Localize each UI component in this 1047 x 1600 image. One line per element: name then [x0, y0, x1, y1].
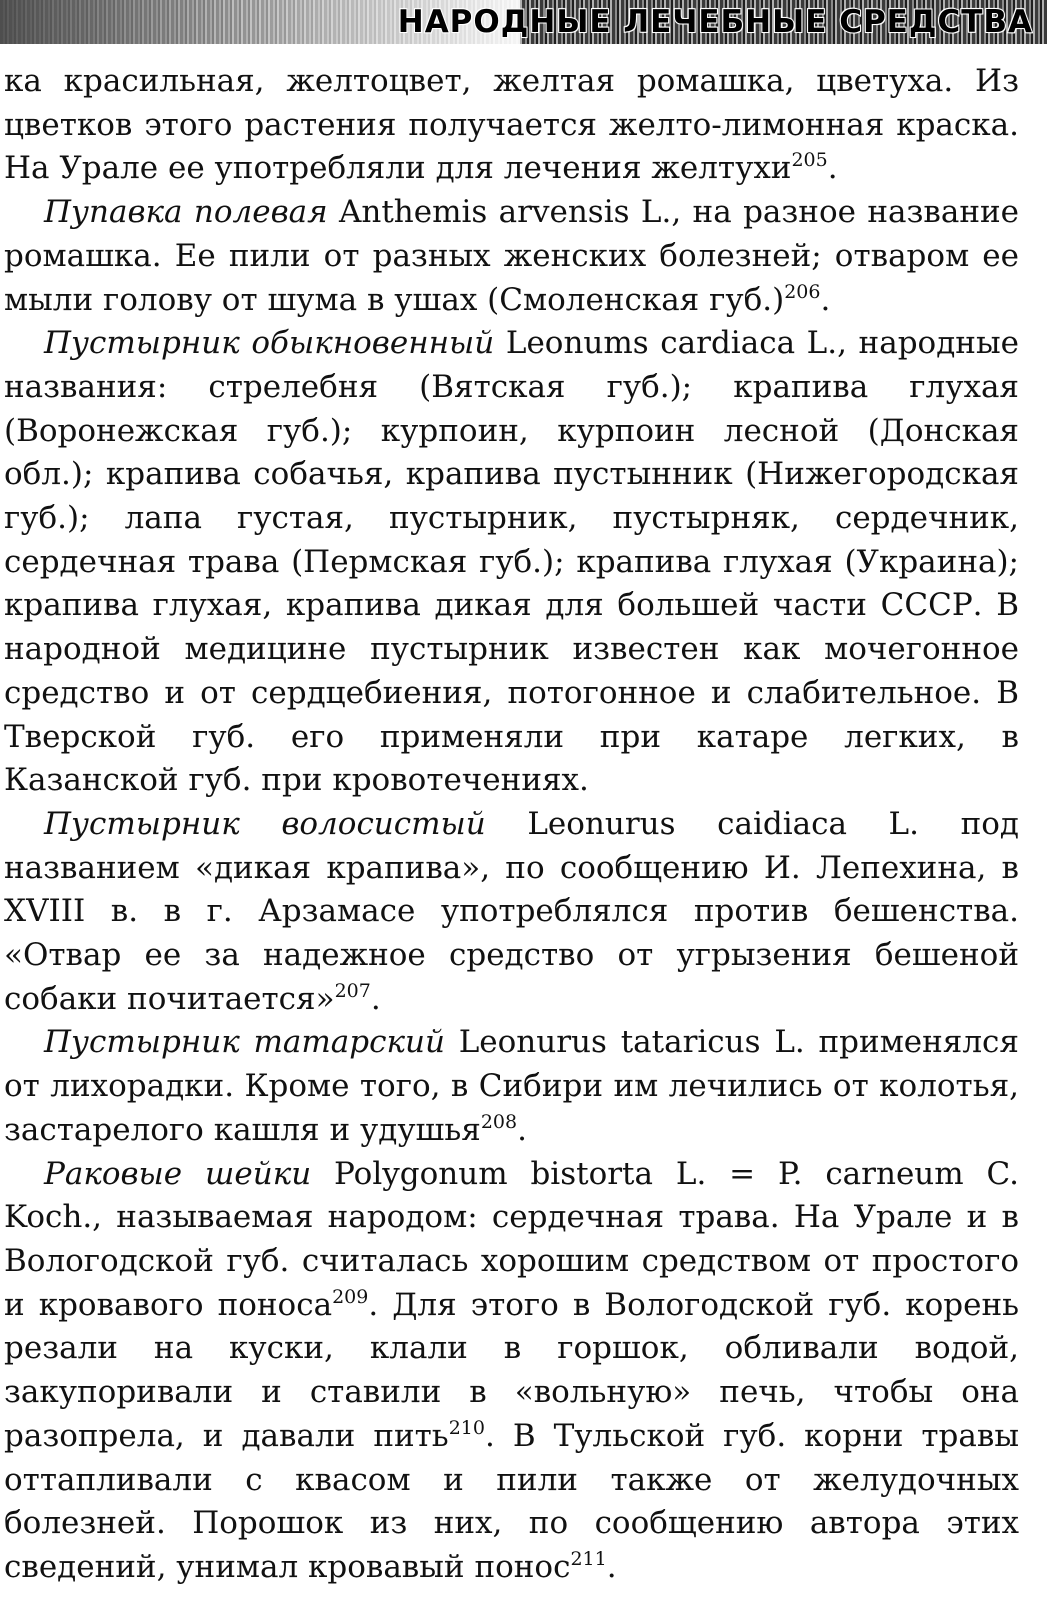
paragraph-rakovye-sheyki — [4, 1153, 1019, 1590]
paragraph-tail: . В Тульской губ. корни травы оттапливали с квасом и пили также от желудочных болезней. Порошок из них, по сообщению автора этих сведений, унимал кровавый понос — [4, 1417, 1019, 1585]
footnote-ref: 206 — [784, 280, 821, 303]
footnote-ref: 208 — [480, 1110, 518, 1133]
paragraph-continued — [4, 60, 1019, 191]
plant-name: Пупавка полевая — [44, 194, 328, 231]
paragraph-pustyrnik-obyknovenny — [4, 322, 1019, 803]
paragraph-pustyrnik-tatarsky — [4, 1021, 1019, 1152]
plant-name: Пустырник обыкновенный — [44, 325, 495, 362]
body-text — [4, 60, 1019, 1590]
paragraph-tail: . — [370, 980, 381, 1017]
running-header — [0, 0, 1047, 44]
paragraph-tail: . — [827, 150, 838, 187]
paragraph-text: ка красильная, желтоцвет, желтая ромашка, цветуха. Из цветков этого растения получается желто-лимонная краска. На Урале ее употребляли для лечения желтухи — [4, 63, 1019, 187]
footnote-ref: 205 — [791, 149, 828, 172]
paragraph-tail: . — [606, 1548, 617, 1585]
footnote-ref: 207 — [334, 979, 371, 1002]
footnote-ref: 211 — [570, 1547, 607, 1570]
paragraph-tail: . — [517, 1111, 527, 1148]
paragraph-text: Anthemis arvensis L., на разное название ромашка. Ее пили от разных женских болезней; отваром ее мыли голову от шума в ушах (Смоленская губ.) — [4, 194, 1019, 318]
footnote-ref: 210 — [448, 1416, 485, 1439]
plant-name: Раковые шейки — [44, 1155, 312, 1192]
plant-name: Пустырник волосистый — [44, 805, 486, 842]
paragraph-pupavka — [4, 191, 1019, 322]
paragraph-tail: . — [820, 281, 831, 318]
paragraph-text: Leonurus tataricus L. применялся от лихорадки. Кроме того, в Сибири им лечились от колотья, застарелого кашля и удушья — [4, 1024, 1019, 1148]
paragraph-pustyrnik-volosisty — [4, 803, 1019, 1022]
footnote-ref: 209 — [332, 1285, 369, 1308]
paragraph-text: Leonums cardiaca L., народные названия: стрелебня (Вятская губ.); крапива глухая (Воронежская губ.); курпоин, курпоин лесной (Донская обл.); крапива собачья, крапива пустынник (Нижегородская губ.); лапа густая, пустырник, пустырняк, сердечник, сердечная трава (Пермская губ.); крапива глухая (Украина); крапива глухая, крапива дикая для большей части СССР. В народной медицине пустырник известен как мочегонное средство и от сердцебиения, потогонное и слабительное. В Тверской губ. его применяли при катаре легких, в Казанской губ. при кровотечениях. — [4, 325, 1019, 799]
paragraph-text: Leonurus caidiaca L. под названием «дикая крапива», по сообщению И. Лепехина, в XVIII в. в г. Арзамасе употреблялся против бешенства. «Отвар ее за надежное средство от угрызения бешеной собаки почитается» — [4, 805, 1019, 1017]
paragraph-tail: . Для этого в Вологодской губ. корень резали на куски, клали в горшок, обливали водой, закупоривали и ставили в «вольную» печь, чтобы она разопрела, и давали пить — [4, 1286, 1019, 1454]
paragraph-text: Polygonum bistorta L. = P. carneum C. Koch., называемая народом: сердечная трава. На Урале и в Вологодской губ. считалась хорошим средством от простого и кровавого поноса — [4, 1155, 1019, 1323]
header-title: НАРОДНЫЕ ЛЕЧЕБНЫЕ СРЕДСТВА — [397, 4, 1033, 40]
plant-name: Пустырник татарский — [44, 1024, 445, 1061]
